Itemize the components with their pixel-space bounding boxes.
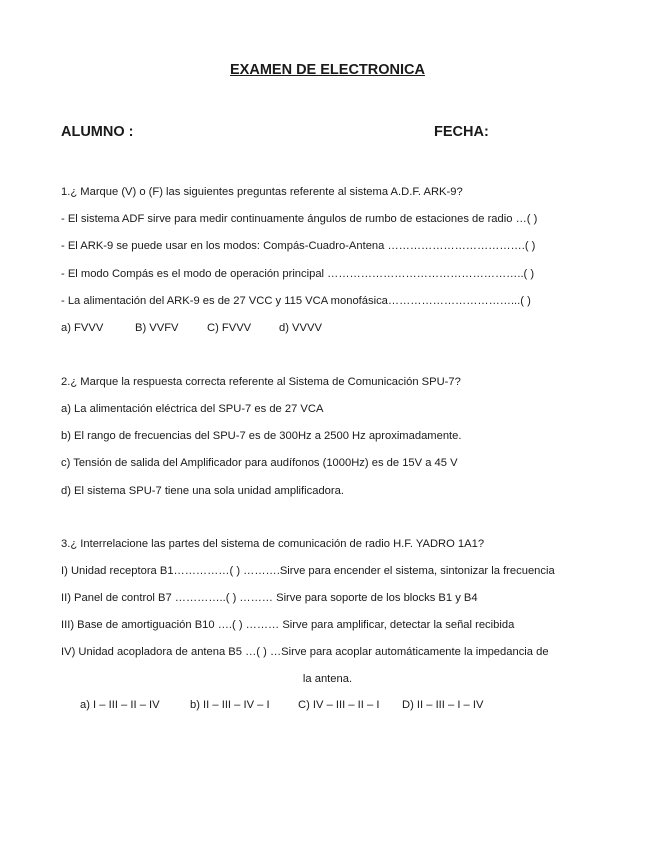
q3-option-d: D) II – III – I – IV [402,699,484,711]
q3-option-a: a) I – III – II – IV [80,699,160,711]
q2-item-b: b) El rango de frecuencias del SPU-7 es de 300Hz a 2500 Hz aproximadamente. [61,430,462,442]
q2-item-c: c) Tensión de salida del Amplificador para audífonos (1000Hz) es de 15V a 45 V [61,457,458,469]
fecha-label: FECHA: [434,124,489,140]
q1-option-c: C) FVVV [207,322,252,334]
q2-item-a: a) La alimentación eléctrica del SPU-7 es de 27 VCA [61,403,324,415]
q3-option-b: b) II – III – IV – I [190,699,270,711]
q1-item-3: - El modo Compás es el modo de operación principal ……………………………………………..( ) [61,268,535,280]
q3-option-c: C) IV – III – II – I [298,699,380,711]
q1-option-d: d) VVVV [279,322,322,334]
q1-item-2: - El ARK-9 se puede usar en los modos: Compás-Cuadro-Antena ……………………………….( ) [61,240,536,252]
question-1: 1.¿ Marque (V) o (F) las siguientes preguntas referente al sistema A.D.F. ARK-9? [61,186,463,198]
q3-item-2: II) Panel de control B7 …………..( ) ……… Sirve para soporte de los blocks B1 y B4 [61,592,478,604]
question-3: 3.¿ Interrelacione las partes del sistema de comunicación de radio H.F. YADRO 1A1? [61,538,485,550]
exam-title: EXAMEN DE ELECTRONICA [230,62,425,78]
q3-options [80,698,483,712]
q1-option-a: a) FVVV [61,322,104,334]
q3-item-4: IV) Unidad acopladora de antena B5 …( ) …Sirve para acoplar automáticamente la impedancia de [61,646,549,658]
q1-item-4: - La alimentación del ARK-9 es de 27 VCC y 115 VCA monofásica……………………………...( ) [61,295,531,307]
question-2: 2.¿ Marque la respuesta correcta referente al Sistema de Comunicación SPU-7? [61,376,461,388]
q1-options [61,321,322,335]
q2-item-d: d) El sistema SPU-7 tiene una sola unidad amplificadora. [61,485,344,497]
q1-option-b: B) VVFV [135,322,179,334]
q3-item-3: III) Base de amortiguación B10 ….( ) ……… Sirve para amplificar, detectar la señal recibida [61,619,515,631]
q3-item-4-continuation: la antena. [302,673,353,685]
q3-item-1: I) Unidad receptora B1……………( ) ……….Sirve para encender el sistema, sintonizar la frecuencia [61,565,555,577]
q1-item-1: - El sistema ADF sirve para medir continuamente ángulos de rumbo de estaciones de radio …( ) [61,213,538,225]
alumno-label: ALUMNO : [61,124,134,140]
